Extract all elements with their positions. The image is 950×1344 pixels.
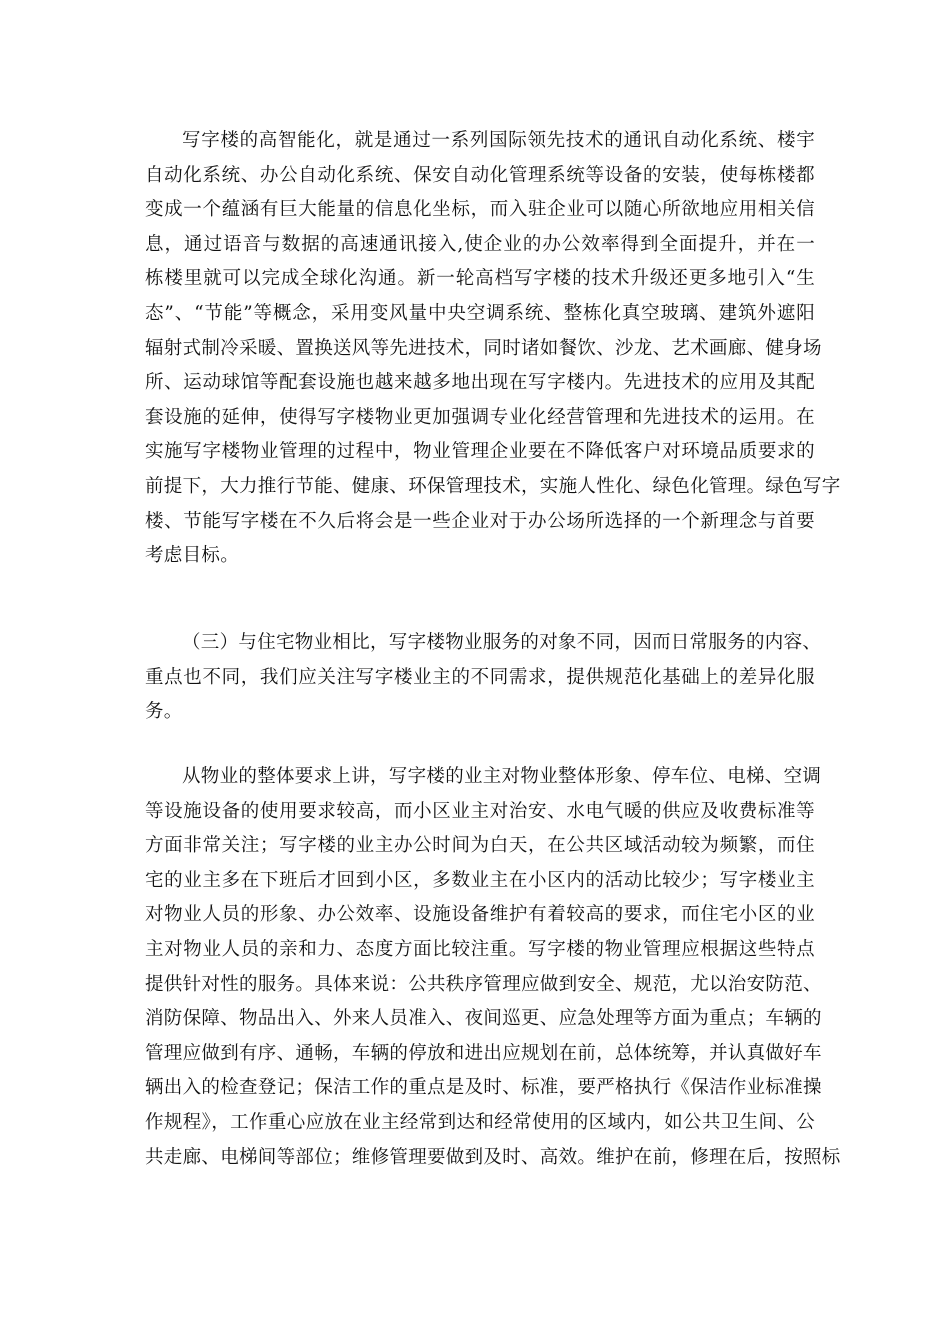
text-line: 楼、节能写字楼在不久后将会是一些企业对于办公场所选择的一个新理念与首要 — [145, 510, 815, 532]
text-line: 态”、“节能”等概念，采用变风量中央空调系统、整栋化真空玻璃、建筑外遮阳 — [145, 302, 815, 324]
text-line: 主对物业人员的亲和力、态度方面比较注重。写字楼的物业管理应根据这些特点 — [145, 938, 815, 960]
text-line: 变成一个蕴涵有巨大能量的信息化坐标，而入驻企业可以随心所欲地应用相关信 — [145, 199, 815, 221]
text-line: 前提下，大力推行节能、健康、环保管理技术，实施人性化、绿色化管理。绿色写字 — [145, 475, 841, 497]
text-line: 务。 — [145, 701, 183, 723]
text-line: 宅的业主多在下班后才回到小区，多数业主在小区内的活动比较少；写字楼业主 — [145, 869, 815, 891]
text-line: 自动化系统、办公自动化系统、保安自动化管理系统等设备的安装，使每栋楼都 — [145, 164, 815, 186]
text-line: 对物业人员的形象、办公效率、设施设备维护有着较高的要求，而住宅小区的业 — [145, 904, 815, 926]
paragraph-office-intelligence — [145, 124, 841, 574]
text-line: 消防保障、物品出入、外来人员准入、夜间巡更、应急处理等方面为重点；车辆的 — [145, 1008, 822, 1030]
text-line: 管理应做到有序、通畅，车辆的停放和进出应规划在前，总体统筹，并认真做好车 — [145, 1042, 822, 1064]
text-line: 实施写字楼物业管理的过程中，物业管理企业要在不降低客户对环境品质要求的 — [145, 441, 815, 463]
text-line: （三）与住宅物业相比，写字楼物业服务的对象不同，因而日常服务的内容、 — [182, 632, 822, 653]
text-line: 方面非常关注；写字楼的业主办公时间为白天，在公共区域活动较为频繁，而住 — [145, 835, 815, 857]
text-line: 作规程》，工作重心应放在业主经常到达和经常使用的区域内，如公共卫生间、公 — [145, 1111, 815, 1133]
text-line: 息，通过语音与数据的高速通讯接入,使企业的办公效率得到全面提升，并在一 — [145, 233, 815, 255]
paragraph-overall-requirements — [145, 760, 841, 1175]
text-line: 辆出入的检查登记；保洁工作的重点是及时、标准，要严格执行《保洁作业标准操 — [145, 1077, 822, 1099]
text-line: 辐射式制冷采暖、置换送风等先进技术，同时诸如餐饮、沙龙、艺术画廊、健身场 — [145, 337, 822, 359]
text-line: 栋楼里就可以完成全球化沟通。新一轮高档写字楼的技术升级还更多地引入“生 — [145, 268, 815, 290]
text-line: 提供针对性的服务。具体来说：公共秩序管理应做到安全、规范，尤以治安防范、 — [145, 973, 822, 995]
text-line: 考虑目标。 — [145, 545, 240, 567]
text-line: 写字楼的高智能化，就是通过一系列国际领先技术的通讯自动化系统、楼宇 — [182, 130, 815, 151]
text-line: 所、运动球馆等配套设施也越来越多地出现在写字楼内。先进技术的应用及其配 — [145, 372, 815, 394]
text-line: 等设施设备的使用要求较高，而小区业主对治安、水电气暖的供应及收费标准等 — [145, 800, 815, 822]
text-line: 重点也不同，我们应关注写字楼业主的不同需求，提供规范化基础上的差异化服 — [145, 666, 815, 688]
text-line: 从物业的整体要求上讲，写字楼的业主对物业整体形象、停车位、电梯、空调 — [182, 766, 822, 787]
text-line: 共走廊、电梯间等部位；维修管理要做到及时、高效。维护在前，修理在后，按照标 — [145, 1146, 841, 1168]
text-line: 套设施的延伸，使得写字楼物业更加强调专业化经营管理和先进技术的运用。在 — [145, 406, 815, 428]
paragraph-section-three — [145, 626, 822, 730]
